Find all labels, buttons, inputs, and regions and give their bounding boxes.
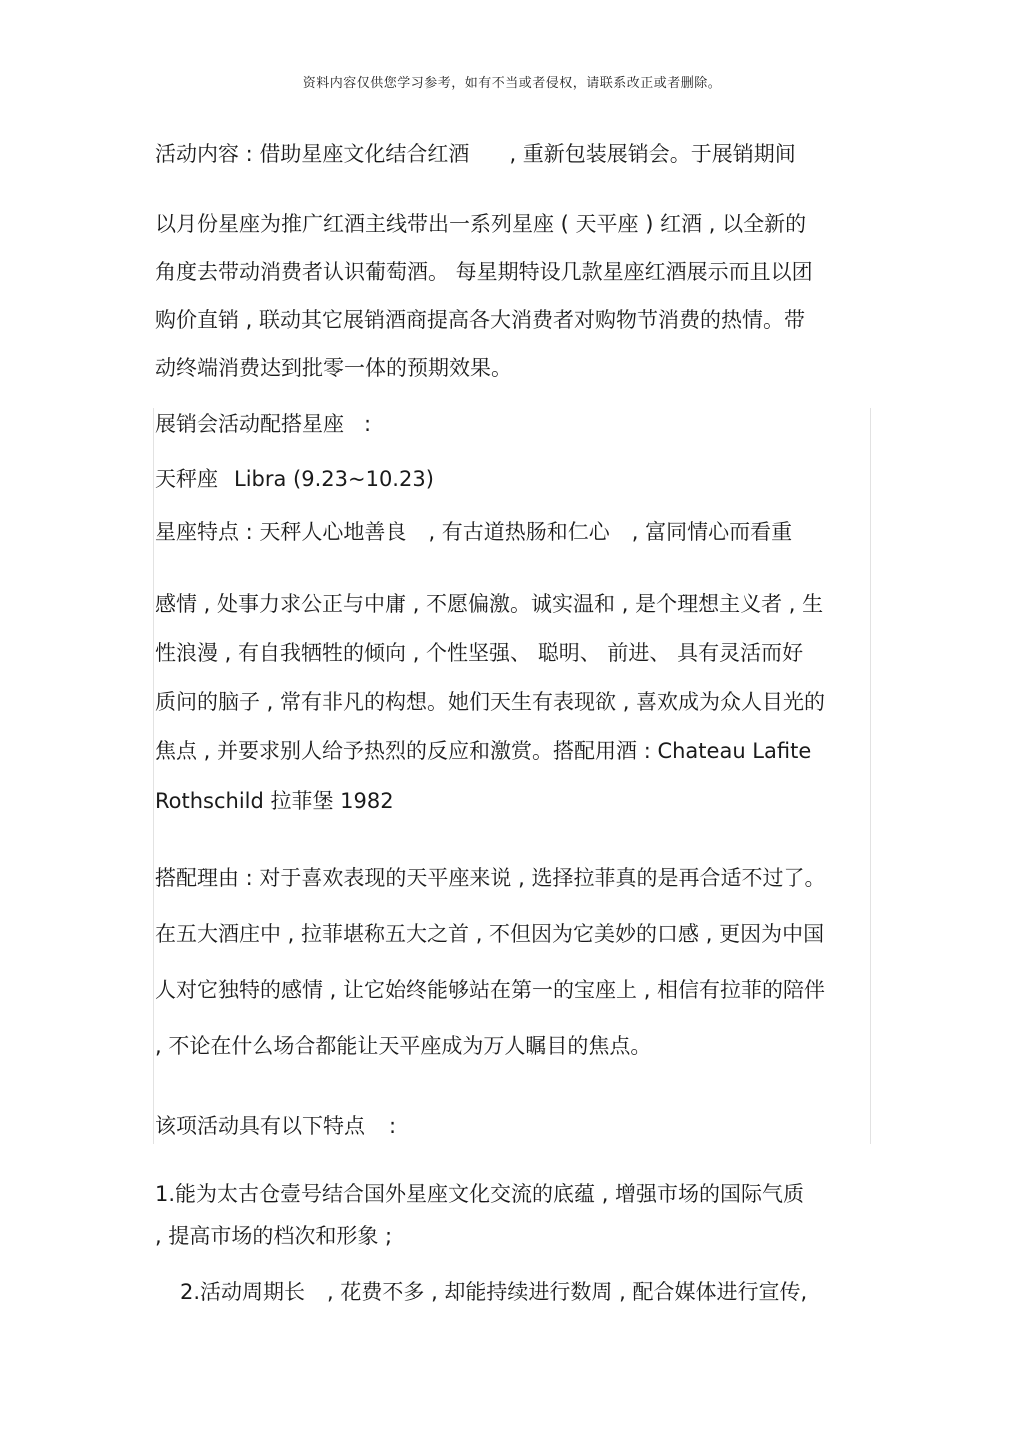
traits-line-5: 焦点 , 并要求别人给予热烈的反应和激赏。搭配用酒 : Chateau Lafite xyxy=(155,739,812,763)
pairing-heading-colon: : xyxy=(364,412,372,436)
features-heading-colon: : xyxy=(389,1114,397,1138)
feature-item-2-part-b: , 花费不多 , 却能持续进行数周 , 配合媒体进行宣传, xyxy=(327,1280,808,1304)
intro-line-3: 角度去带动消费者认识葡萄酒。 每星期特设几款星座红酒展示而且以团 xyxy=(155,260,813,284)
traits-line-2: 感情 , 处事力求公正与中庸 , 不愿偏激。诚实温和 , 是个理想主义者 , 生 xyxy=(155,592,824,616)
reason-line-1: 搭配理由 : 对于喜欢表现的天平座来说 , 选择拉菲真的是再合适不过了。 xyxy=(155,866,826,890)
traits-line-1 xyxy=(155,516,792,546)
feature-item-1-line-2: , 提高市场的档次和形象 ; xyxy=(155,1224,393,1248)
intro-line-1 xyxy=(155,138,796,168)
zodiac-sign-line xyxy=(155,463,434,493)
reason-line-3: 人对它独特的感情 , 让它始终能够站在第一的宝座上 , 相信有拉菲的陪伴 xyxy=(155,978,826,1002)
features-heading-text: 该项活动具有以下特点 xyxy=(155,1114,365,1138)
intro-line-1-part-b: , 重新包装展销会。于展销期间 xyxy=(509,142,796,166)
feature-item-2 xyxy=(180,1276,807,1306)
traits-line-3: 性浪漫 , 有自我牺牲的倾向 , 个性坚强、 聪明、 前进、 具有灵活而好 xyxy=(155,641,804,665)
pairing-heading xyxy=(155,408,371,438)
zodiac-sign-cn: 天秤座 xyxy=(155,467,218,491)
traits-line-1-part-c: , 富同情心而看重 xyxy=(631,520,793,544)
zodiac-sign-en: Libra (9.23~10.23) xyxy=(234,467,434,491)
traits-line-1-part-a: 星座特点 : 天秤人心地善良 xyxy=(155,520,407,544)
feature-item-2-part-a: 2.活动周期长 xyxy=(180,1280,306,1304)
header-disclaimer: 资料内容仅供您学习参考，如有不当或者侵权，请联系改正或者删除。 xyxy=(302,76,722,91)
intro-line-4: 购价直销 , 联动其它展销酒商提高各大消费者对购物节消费的热情。带 xyxy=(155,308,806,332)
intro-line-2: 以月份星座为推广红酒主线带出一系列星座 ( 天平座 ) 红酒 , 以全新的 xyxy=(155,212,807,236)
traits-line-1-part-b: , 有古道热肠和仁心 xyxy=(428,520,610,544)
traits-line-6: Rothschild 拉菲堡 1982 xyxy=(155,789,394,813)
pairing-heading-text: 展销会活动配搭星座 xyxy=(155,412,344,436)
reason-line-4: , 不论在什么场合都能让天平座成为万人瞩目的焦点。 xyxy=(155,1034,652,1058)
reason-line-2: 在五大酒庄中 , 拉菲堪称五大之首 , 不但因为它美妙的口感 , 更因为中国 xyxy=(155,922,825,946)
traits-line-4: 质问的脑子 , 常有非凡的构想。她们天生有表现欲 , 喜欢成为众人目光的 xyxy=(155,690,826,714)
feature-item-1-line-1: 1.能为太古仓壹号结合国外星座文化交流的底蕴 , 增强市场的国际气质 xyxy=(155,1182,805,1206)
features-heading xyxy=(155,1110,396,1140)
intro-line-5: 动终端消费达到批零一体的预期效果。 xyxy=(155,356,512,380)
intro-line-1-part-a: 活动内容 : 借助星座文化结合红酒 xyxy=(155,142,470,166)
